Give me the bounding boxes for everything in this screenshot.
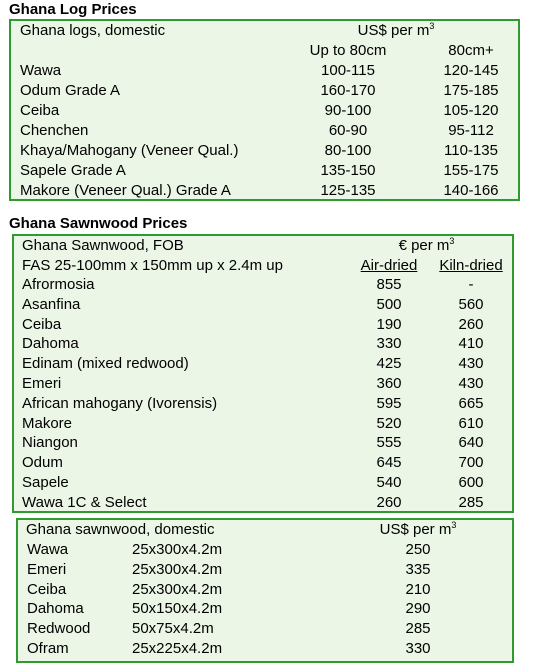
dimensions: 25x300x4.2m — [132, 541, 223, 558]
table-row — [18, 580, 512, 600]
species-name: Ceiba — [27, 580, 67, 598]
price-kiln-dried: 700 — [458, 454, 484, 472]
price: 250 — [405, 541, 431, 558]
table-row — [11, 181, 518, 201]
sawnwood-domestic-table — [16, 518, 514, 663]
price-kiln-dried: 260 — [458, 315, 484, 333]
species-name: Odum Grade A — [20, 82, 121, 99]
table-row — [18, 599, 512, 619]
sawn-unit: € per $m^3$ — [398, 236, 455, 254]
price-air-dried: 360 — [376, 375, 402, 392]
species-name: African mahogany (Ivorensis) — [22, 394, 218, 412]
price: 335 — [405, 560, 431, 578]
species-name: Sapele Grade A — [20, 162, 126, 179]
price: 330 — [405, 640, 431, 657]
sawn-subheader: FAS 25-100mm x 150mm up x 2.4m up — [22, 257, 283, 274]
log-unit: US$ per $m^3$ — [357, 21, 435, 39]
price-air-dried: 555 — [376, 434, 402, 452]
species-name: Asanfina — [22, 295, 81, 313]
domestic-unit: US$ per $m^3$ — [379, 520, 457, 538]
table-row — [11, 121, 518, 141]
table-row — [14, 354, 512, 374]
table-row — [14, 493, 512, 513]
sawnwood-prices-title: Ghana Sawnwood Prices — [9, 215, 188, 232]
domestic-header-row — [18, 520, 512, 540]
price-air-dried: 330 — [376, 335, 402, 353]
table-row — [14, 433, 512, 453]
table-row — [14, 473, 512, 493]
species-name: Wawa 1C & Select — [22, 493, 147, 511]
price-80cm-plus: 105-120 — [443, 102, 499, 119]
log-header-label: Ghana logs, domestic — [20, 22, 166, 39]
price-air-dried: 855 — [376, 276, 402, 293]
table-row — [11, 61, 518, 81]
table-row — [14, 414, 512, 434]
species-name: Wawa — [20, 62, 62, 79]
price-up-to-80cm: 80-100 — [324, 142, 372, 159]
price-80cm-plus: 110-135 — [444, 142, 498, 159]
species-name: Makore (Veneer Qual.) Grade A — [20, 182, 231, 199]
price-kiln-dried: 610 — [458, 414, 484, 432]
dimensions: 25x225x4.2m — [132, 640, 223, 657]
price-kiln-dried: 560 — [458, 295, 484, 313]
dimensions: 25x300x4.2m — [132, 580, 223, 598]
sawn-col-kiln-dried: Kiln-dried — [439, 257, 503, 274]
log-column-header-row — [11, 41, 518, 61]
price-up-to-80cm: 125-135 — [320, 182, 376, 199]
price-80cm-plus: 95-112 — [448, 122, 494, 139]
price-kiln-dried: 410 — [458, 335, 484, 353]
species-name: Afrormosia — [22, 276, 95, 293]
dimensions: 25x300x4.2m — [132, 560, 223, 578]
species-name: Ofram — [27, 640, 69, 657]
price-air-dried: 260 — [376, 493, 402, 511]
log-col-up-to-80cm: Up to 80cm — [309, 42, 387, 59]
table-row — [18, 639, 512, 659]
table-row — [11, 161, 518, 181]
price-kiln-dried: 600 — [458, 474, 484, 491]
log-header-row — [11, 21, 518, 41]
price-kiln-dried: 665 — [458, 394, 484, 412]
price-air-dried: 425 — [376, 355, 402, 373]
price-80cm-plus: 140-166 — [443, 182, 499, 199]
species-name: Makore — [22, 414, 73, 432]
log-col-80cm-plus: 80cm+ — [448, 42, 494, 59]
species-name: Sapele — [22, 474, 69, 491]
price-kiln-dried: - — [468, 276, 474, 293]
species-name: Edinam (mixed redwood) — [22, 355, 189, 373]
species-name: Ceiba — [22, 315, 62, 333]
species-name: Redwood — [27, 620, 91, 638]
price-up-to-80cm: 160-170 — [320, 82, 376, 99]
table-row — [14, 374, 512, 394]
species-name: Wawa — [27, 541, 69, 558]
log-prices-title: Ghana Log Prices — [9, 1, 137, 18]
price-kiln-dried: 640 — [458, 434, 484, 452]
table-row — [14, 453, 512, 473]
species-name: Khaya/Mahogany (Veneer Qual.) — [20, 142, 239, 159]
price-kiln-dried: 285 — [458, 493, 484, 511]
table-row — [11, 81, 518, 101]
price-air-dried: 645 — [376, 454, 402, 472]
sawnwood-fob-table — [12, 234, 514, 513]
price-air-dried: 595 — [376, 394, 402, 412]
species-name: Emeri — [27, 560, 67, 578]
price-kiln-dried: 430 — [458, 375, 484, 392]
price-80cm-plus: 175-185 — [443, 82, 499, 99]
price-up-to-80cm: 135-150 — [320, 162, 376, 179]
table-row — [18, 560, 512, 580]
domestic-header-label: Ghana sawnwood, domestic — [26, 521, 215, 538]
species-name: Dahoma — [27, 600, 84, 618]
price: 290 — [405, 600, 431, 618]
table-row — [18, 540, 512, 560]
table-row — [14, 275, 512, 295]
price-up-to-80cm: 100-115 — [321, 62, 375, 79]
species-name: Niangon — [22, 434, 78, 452]
price: 285 — [405, 620, 431, 638]
table-row — [14, 394, 512, 414]
species-name: Chenchen — [20, 122, 89, 139]
price-up-to-80cm: 60-90 — [328, 122, 368, 139]
price: 210 — [405, 580, 431, 598]
sawn-col-air-dried: Air-dried — [360, 257, 418, 274]
price-80cm-plus: 155-175 — [443, 162, 499, 179]
table-row — [14, 315, 512, 335]
log-prices-table — [9, 19, 520, 201]
table-row — [11, 101, 518, 121]
sawn-header-row — [14, 236, 512, 256]
species-name: Odum — [22, 454, 63, 472]
table-row — [14, 334, 512, 354]
species-name: Ceiba — [20, 102, 60, 119]
price-kiln-dried: 430 — [458, 355, 484, 373]
dimensions: 50x75x4.2m — [132, 620, 214, 638]
price-air-dried: 520 — [376, 414, 402, 432]
table-row — [14, 295, 512, 315]
species-name: Dahoma — [22, 335, 79, 353]
species-name: Emeri — [22, 375, 62, 392]
price-80cm-plus: 120-145 — [443, 62, 499, 79]
price-air-dried: 500 — [376, 295, 402, 313]
price-air-dried: 190 — [376, 315, 402, 333]
sawn-header-label: Ghana Sawnwood, FOB — [22, 237, 184, 254]
table-row — [18, 619, 512, 639]
dimensions: 50x150x4.2m — [132, 600, 223, 618]
sawn-subheader-row — [14, 256, 512, 276]
price-air-dried: 540 — [376, 474, 402, 491]
table-row — [11, 141, 518, 161]
price-up-to-80cm: 90-100 — [324, 102, 372, 119]
